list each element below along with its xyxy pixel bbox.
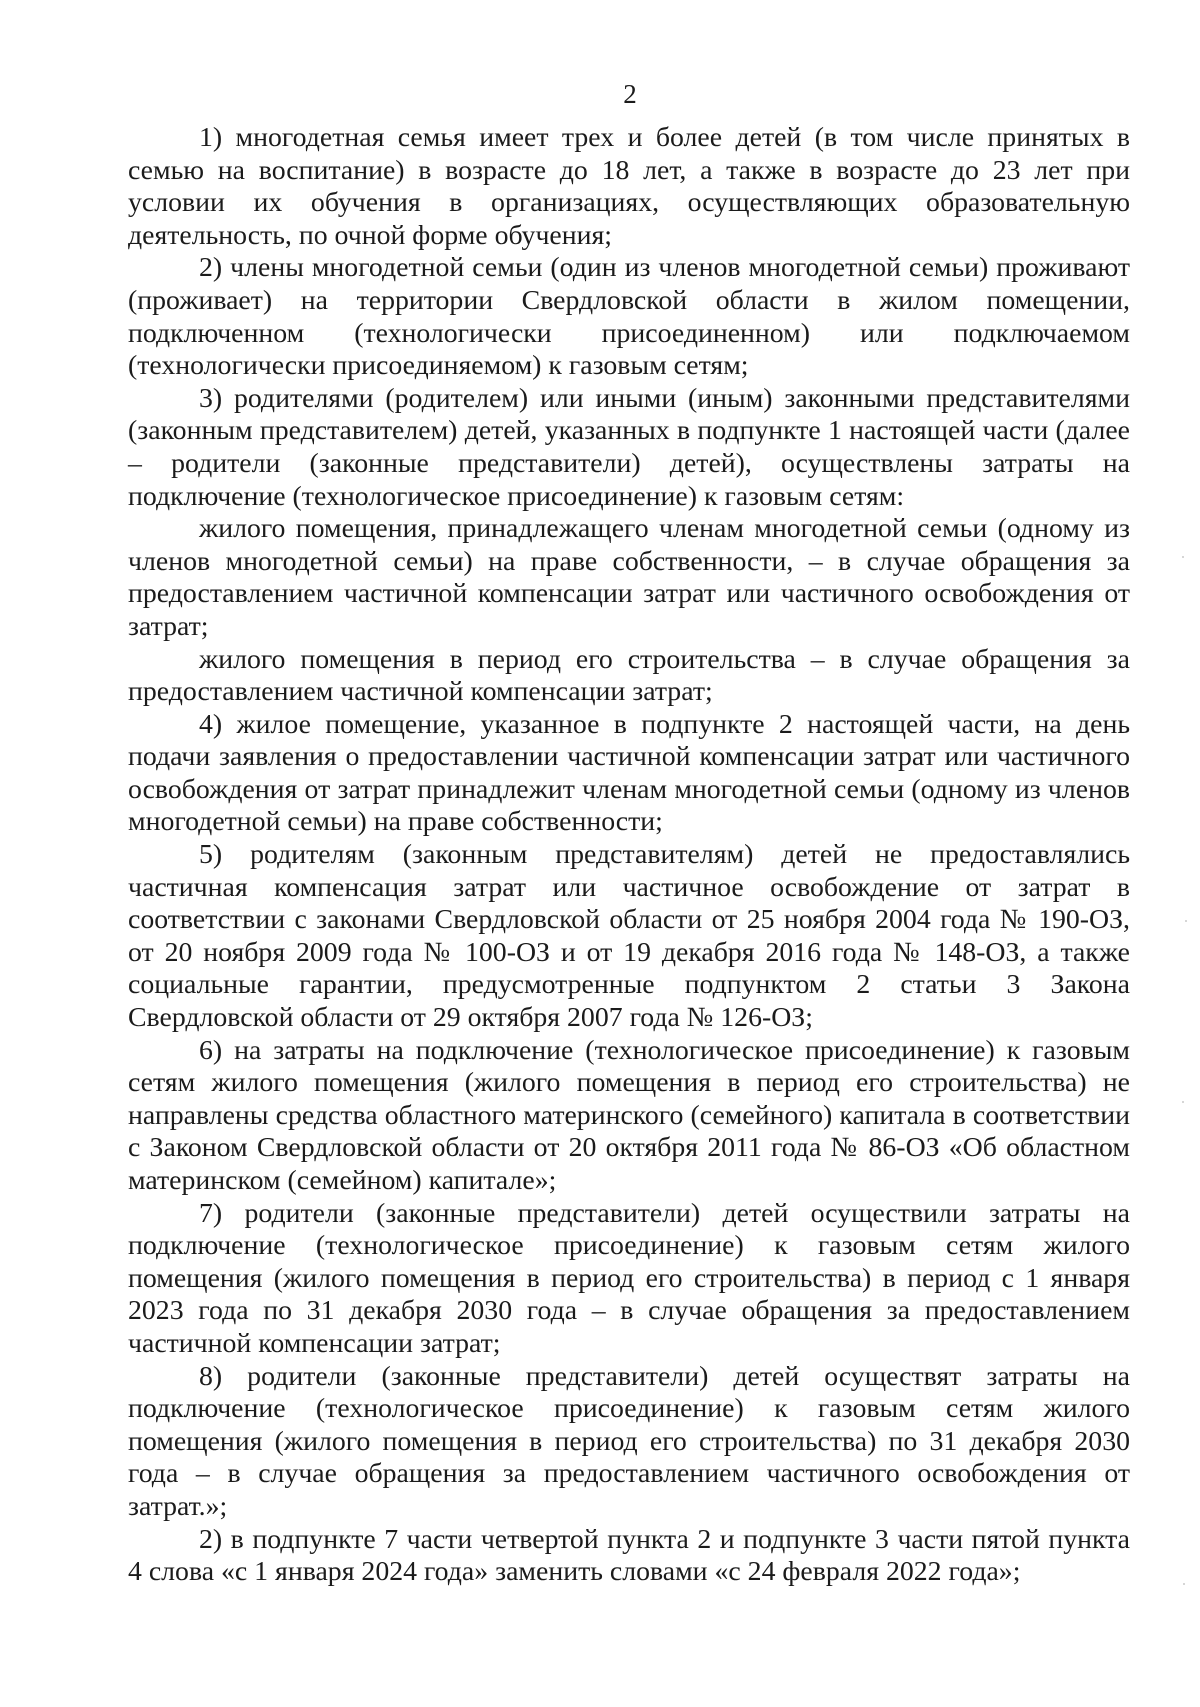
paragraph-item-7: 7) родители (законные представители) детей осуществили затраты на подключение (технологическое присоединение) к газовым сетям жилого помещения (жилого помещения в период его строительства) в период с 1 января 2023 года по 31 декабря 2030 года – в случае обращения за предоставлением частичной компенсации затрат; xyxy=(128,1197,1130,1359)
paragraph-item-4: 4) жилое помещение, указанное в подпункте 2 настоящей части, на день подачи заявления о предоставлении частичной компенсации затрат или частичного освобождения от затрат принадлежит членам многодетной семьи (одному из членов многодетной семьи) на праве собственности; xyxy=(128,708,1130,838)
paragraph-amendment-2: 2) в подпункте 7 части четвертой пункта 2 и подпункте 3 части пятой пункта 4 слова «с 1 января 2024 года» заменить словами «с 24 февраля 2022 года»; xyxy=(128,1523,1130,1588)
paragraph-item-8: 8) родители (законные представители) детей осуществят затраты на подключение (технологическое присоединение) к газовым сетям жилого помещения (жилого помещения в период его строительства) по 31 декабря 2030 года – в случае обращения за предоставлением частичного освобождения от затрат.»; xyxy=(128,1360,1130,1522)
paragraph-item-2: 2) члены многодетной семьи (один из членов многодетной семьи) проживают (проживает) на территории Свердловской области в жилом помещении, подключенном (технологически присоединенном) или подключаемом (технологически присоединяемом) к газовым сетям; xyxy=(128,252,1130,382)
paragraph-living-premises-owned: жилого помещения, принадлежащего членам многодетной семьи (одному из членов многодетной семьи) на праве собственности, – в случае обращения за предоставлением частичной компенсации затрат или частичного освобождения от затрат; xyxy=(128,513,1130,642)
paragraph-item-3: 3) родителями (родителем) или иными (иным) законными представителями (законным представителем) детей, указанных в подпункте 1 настоящей части (далее – родители (законные представители) детей), осуществлены затраты на подключение (технологическое присоединение) к газовым сетям: xyxy=(128,382,1130,512)
scan-artifact xyxy=(1182,1101,1184,1103)
paragraph-item-1: 1) многодетная семья имеет трех и более детей (в том числе принятых в семью на воспитание) в возрасте до 18 лет, а также в возрасте до 23 лет при условии их обучения в организациях, осуществляющих образовательную деятельность, по очной форме обучения; xyxy=(128,122,1130,251)
paragraph-item-6: 6) на затраты на подключение (технологическое присоединение) к газовым сетям жилого помещения (жилого помещения в период его строительства) не направлены средства областного материнского (семейного) капитала в соответствии с Законом Свердловской области от 20 октября 2011 года № 86-ОЗ «Об областном материнском (семейном) капитале»; xyxy=(128,1034,1130,1196)
document-body xyxy=(128,122,1130,1589)
paragraph-item-5: 5) родителям (законным представителям) детей не предоставлялись частичная компенсация затрат или частичное освобождение от затрат в соответствии с законами Свердловской области от 25 ноября 2004 года № 190-ОЗ, от 20 ноября 2009 года № 100-ОЗ и от 19 декабря 2016 года № 148-ОЗ, а также социальные гарантии, предусмотренные подпунктом 2 статьи 3 Закона Свердловской области от 29 октября 2007 года № 126-ОЗ; xyxy=(128,839,1130,1034)
scan-artifact xyxy=(1183,1583,1185,1585)
page-number: 2 xyxy=(623,79,637,109)
paragraph-living-premises-construction: жилого помещения в период его строительства – в случае обращения за предоставлением частичной компенсации затрат; xyxy=(128,643,1130,708)
scan-artifact xyxy=(1185,920,1187,922)
scan-artifact xyxy=(1182,556,1184,558)
